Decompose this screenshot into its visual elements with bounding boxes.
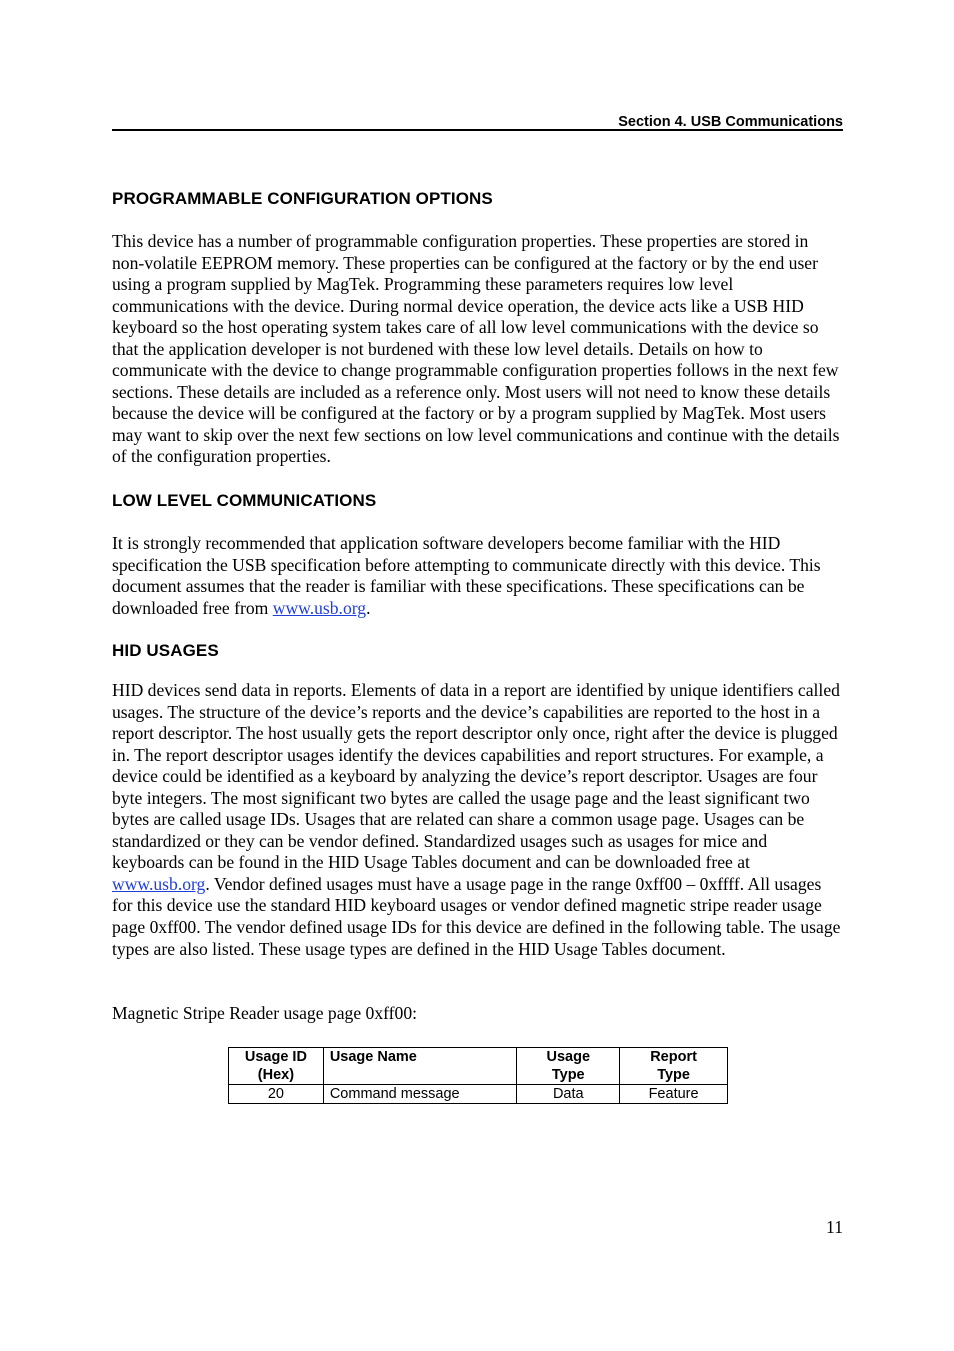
heading-programmable-configuration-options: PROGRAMMABLE CONFIGURATION OPTIONS	[112, 189, 493, 208]
table-header-row	[229, 1048, 728, 1085]
usb-org-link[interactable]: www.usb.org	[272, 597, 367, 618]
header-rule	[112, 129, 843, 131]
paragraph-text: . Vendor defined usages must have a usage page in the range 0xff00 – 0xffff. All usages for this device use the standard HID keyboard usages or vendor defined magnetic stripe reader usage page 0xff00. The vendor defined usage IDs for this device are defined in the following table. The usage types are also listed. These usage types are defined in the HID Usage Tables document.	[112, 873, 841, 959]
paragraph-text: HID devices send data in reports. Elements of data in a report are identified by unique identifiers called usages. The structure of the device’s reports and the device’s capabilities are reported to the host in a report descriptor. The host usually gets the report descriptor only once, right after the device is plugged in. The report descriptor usages identify the devices capabilities and report structures. For example, a device could be identified as a keyboard by analyzing the device’s report descriptor. Usages are four byte integers. The most significant two bytes are called the usage page and the least significant two bytes are called usage IDs. Usages that are related can share a common usage page. Usages can be standardized or they can be vendor defined. Standardized usages such as usages for mice and keyboards can be found in the HID Usage Tables document and can be downloaded free at	[112, 680, 840, 873]
paragraph-programmable-configuration: This device has a number of programmable configuration properties. These properties are stored in non-volatile EEPROM memory. These properties can be configured at the factory or by the end user using a program supplied by MagTek. Programming these parameters requires low level communications with the device. During normal device operation, the device acts like a USB HID keyboard so the host operating system takes care of all low level communications with the device so that the application developer is not burdened with these low level details. Details on how to communicate with the device to change programmable configuration properties follows in the next few sections. These details are included as a reference only. Most users will not need to know these details because the device will be configured at the factory or by a program supplied by MagTek. Most users may want to skip over the next few sections on low level communications and continue with the details of the configuration properties.	[112, 231, 840, 467]
cell-usage-name: Command message	[323, 1085, 517, 1104]
usb-org-link[interactable]: www.usb.org	[112, 873, 206, 894]
paragraph-hid-usages	[112, 680, 843, 960]
heading-low-level-communications: LOW LEVEL COMMUNICATIONS	[112, 491, 377, 510]
table-intro: Magnetic Stripe Reader usage page 0xff00:	[112, 1003, 418, 1023]
cell-report-type: Feature	[620, 1085, 728, 1104]
paragraph-text: .	[366, 597, 371, 618]
running-header: Section 4. USB Communications	[618, 114, 843, 130]
page-number: 11	[826, 1217, 843, 1237]
cell-usage-id: 20	[229, 1085, 324, 1104]
paragraph-text: It is strongly recommended that application software developers become familiar with the HID specification the USB specification before attempting to communicate directly with this device. This document assumes that the reader is familiar with these specifications. These specifications can be downloaded free from	[112, 533, 821, 618]
header-usage-type: Usage Type	[517, 1048, 620, 1085]
paragraph-low-level-communications	[112, 533, 843, 619]
heading-hid-usages: HID USAGES	[112, 641, 219, 660]
header-usage-name: Usage Name	[323, 1048, 517, 1085]
header-report-type: Report Type	[620, 1048, 728, 1085]
table-row	[229, 1085, 728, 1104]
header-usage-id: Usage ID (Hex)	[229, 1048, 324, 1085]
cell-usage-type: Data	[517, 1085, 620, 1104]
usage-table	[228, 1047, 728, 1104]
